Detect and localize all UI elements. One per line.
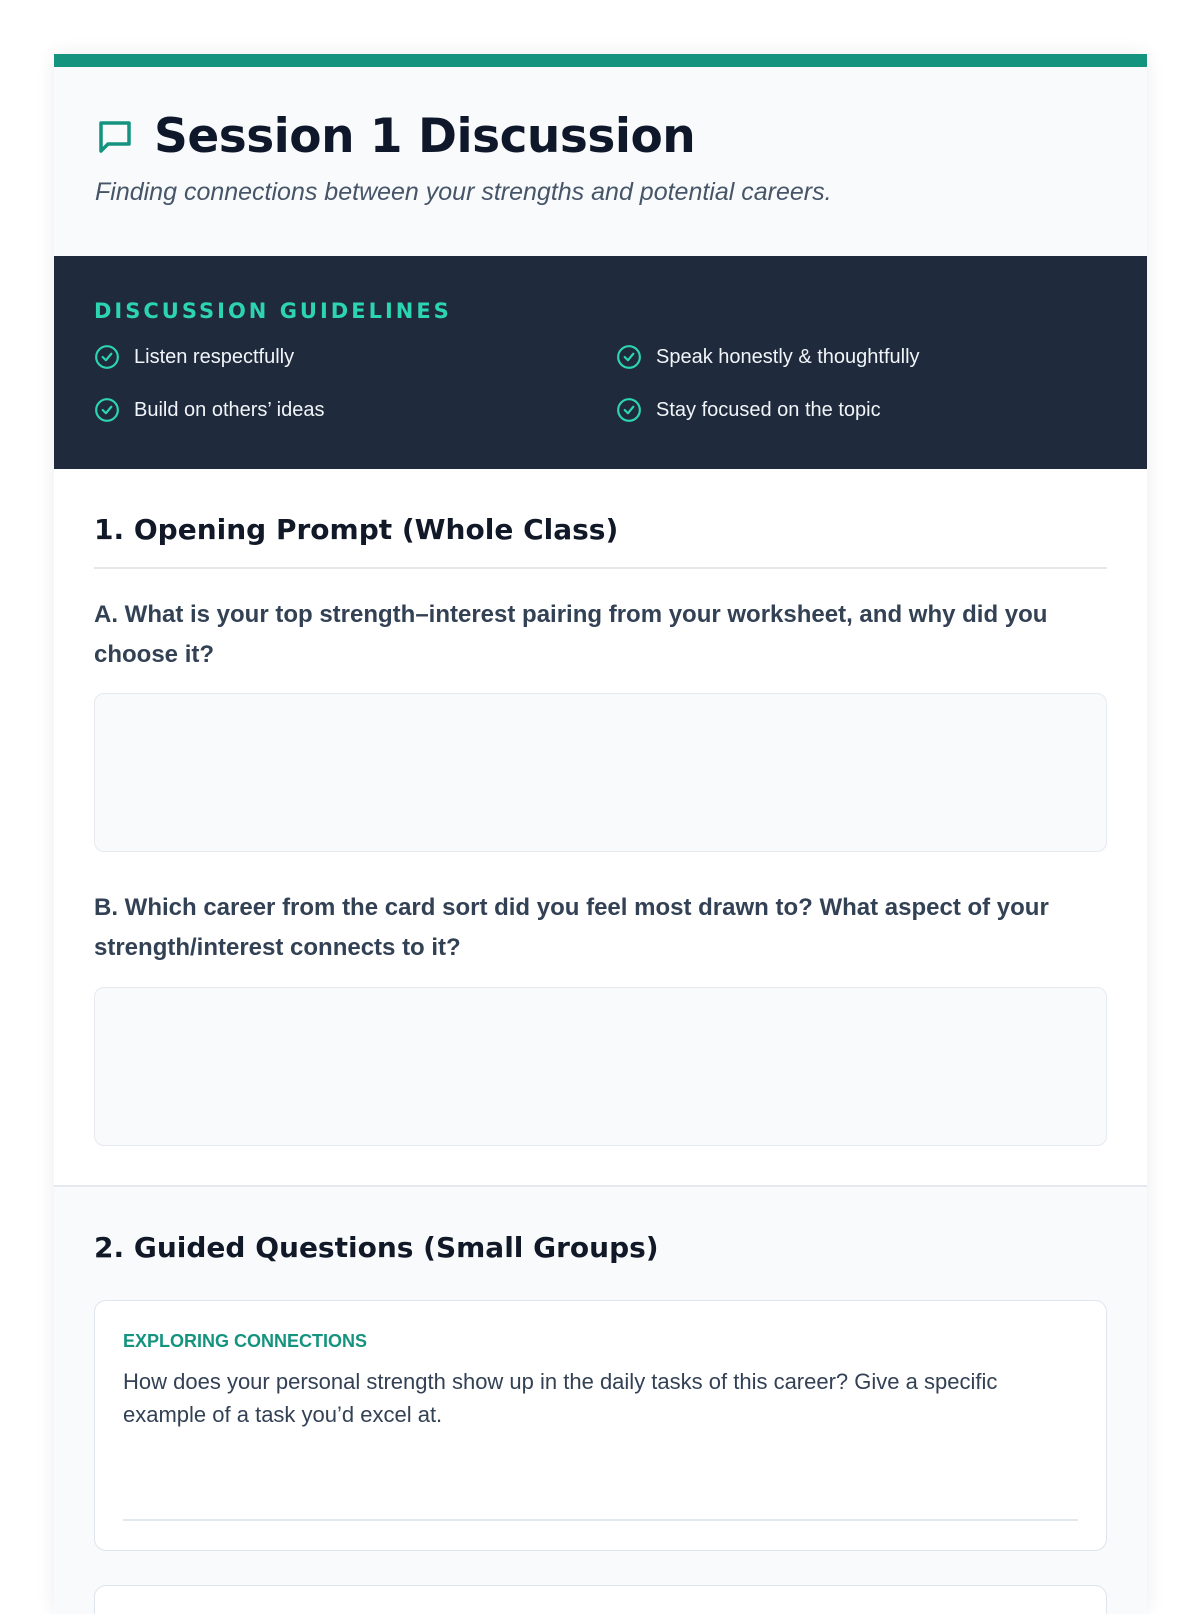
check-circle-icon: [94, 344, 120, 370]
check-circle-icon: [94, 397, 120, 423]
guideline-text: Speak honestly & thoughtfully: [656, 345, 920, 368]
question-b: B. Which career from the card sort did you feel most drawn to? What aspect of your strength/interest connects to it?: [94, 894, 1049, 961]
opening-prompt-section: [54, 469, 1147, 1187]
guideline-item: [616, 344, 920, 370]
guideline-text: Stay focused on the topic: [656, 398, 881, 421]
section-divider: [94, 567, 1107, 569]
guideline-item: [94, 397, 325, 423]
title-row: [94, 109, 695, 164]
guided-questions-section: [54, 1187, 1147, 1614]
page-title: Session 1 Discussion: [154, 109, 696, 164]
discussion-worksheet: [54, 54, 1147, 1614]
question-a: A. What is your top strength–interest pairing from your worksheet, and why did you choose it?: [94, 601, 1048, 668]
answer-box-a[interactable]: [94, 693, 1107, 852]
page-header: [54, 67, 1147, 256]
question-card-tag: EXPLORING CONNECTIONS: [123, 1331, 368, 1351]
discussion-guidelines-panel: [54, 256, 1147, 469]
guideline-text: Listen respectfully: [134, 345, 295, 368]
page-subtitle: Finding connections between your strengths and potential careers.: [95, 178, 832, 206]
check-circle-icon: [616, 397, 642, 423]
section-heading: 1. Opening Prompt (Whole Class): [94, 513, 619, 546]
question-card: [94, 1300, 1107, 1551]
accent-bar: [54, 54, 1147, 67]
chat-bubble-icon: [94, 116, 136, 158]
guideline-text: Build on others’ ideas: [134, 398, 325, 421]
check-circle-icon: [616, 344, 642, 370]
question-card-prompt: How does your personal strength show up in the daily tasks of this career? Give a specific example of a task you’d excel at.: [123, 1369, 998, 1427]
guideline-item: [616, 397, 881, 423]
answer-box-b[interactable]: [94, 987, 1107, 1146]
guideline-item: [94, 344, 294, 370]
section-heading: 2. Guided Questions (Small Groups): [94, 1231, 659, 1264]
answer-line[interactable]: [123, 1519, 1078, 1521]
guidelines-heading: DISCUSSION GUIDELINES: [94, 299, 452, 323]
